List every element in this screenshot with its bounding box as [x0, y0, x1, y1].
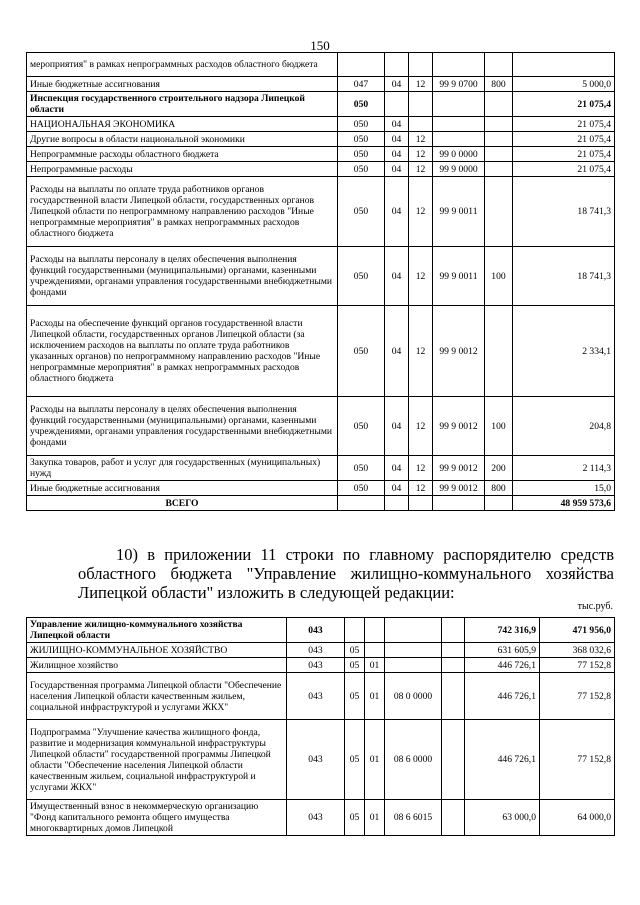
row-admin-code: 050 — [338, 456, 385, 481]
row-section: 04 — [385, 247, 409, 306]
row-name: Инспекция государственного строительного надзора Липецкой области — [27, 92, 338, 117]
table-row — [27, 673, 615, 720]
table-row — [27, 177, 615, 247]
row-target-code — [385, 618, 442, 643]
row-target-code: 99 9 0011 — [433, 247, 485, 306]
row-target-code: 99 9 0012 — [433, 397, 485, 456]
row-amount: 21 075,4 — [513, 162, 615, 177]
row-subsection: 12 — [409, 162, 433, 177]
total-row — [27, 496, 615, 511]
row-amount-year1: 631 605,9 — [465, 643, 540, 658]
row-subsection — [409, 53, 433, 77]
row-admin-code: 050 — [338, 247, 385, 306]
table-row — [27, 147, 615, 162]
table-row — [27, 800, 615, 836]
row-admin-code: 043 — [287, 673, 345, 720]
row-subsection: 12 — [409, 177, 433, 247]
row-admin-code — [338, 53, 385, 77]
row-section: 04 — [385, 177, 409, 247]
table-row — [27, 77, 615, 92]
row-target-code — [433, 92, 485, 117]
table-row — [27, 132, 615, 147]
row-subsection: 12 — [409, 397, 433, 456]
row-section — [385, 53, 409, 77]
row-section: 04 — [385, 481, 409, 496]
row-amount-year2: 77 152,8 — [540, 673, 615, 720]
unit-label: тыс.руб. — [577, 601, 613, 612]
row-expense-type — [485, 92, 513, 117]
row-target-code: 08 0 0000 — [385, 673, 442, 720]
row-expense-type — [485, 132, 513, 147]
row-name: Непрограммные расходы — [27, 162, 338, 177]
row-amount-year2: 77 152,8 — [540, 720, 615, 800]
row-amount: 18 741,3 — [513, 177, 615, 247]
table-row — [27, 92, 615, 117]
row-section: 05 — [345, 643, 365, 658]
row-amount-year1: 446 726,1 — [465, 720, 540, 800]
row-subsection: 12 — [409, 481, 433, 496]
row-target-code: 99 9 0700 — [433, 77, 485, 92]
row-subsection — [409, 117, 433, 132]
row-section: 04 — [385, 306, 409, 397]
row-section: 04 — [385, 456, 409, 481]
row-amount-year1: 446 726,1 — [465, 673, 540, 720]
row-admin-code: 050 — [338, 306, 385, 397]
row-amount: 5 000,0 — [513, 77, 615, 92]
row-amount-year2: 64 000,0 — [540, 800, 615, 836]
row-subsection: 12 — [409, 132, 433, 147]
row-expense-type — [485, 117, 513, 132]
row-admin-code: 043 — [287, 720, 345, 800]
row-admin-code: 050 — [338, 162, 385, 177]
row-admin-code: 043 — [287, 618, 345, 643]
row-admin-code: 043 — [287, 643, 345, 658]
row-section: 04 — [385, 397, 409, 456]
row-admin-code: 050 — [338, 481, 385, 496]
row-section — [385, 92, 409, 117]
row-section: 05 — [345, 658, 365, 673]
row-amount: 2 114,3 — [513, 456, 615, 481]
page-number: 150 — [310, 38, 330, 53]
row-amount: 2 334,1 — [513, 306, 615, 397]
row-expense-type — [485, 162, 513, 177]
row-name: Государственная программа Липецкой области "Обеспечение населения Липецкой области качественным жильем, социальной инфраструктурой и услугами ЖКХ" — [27, 673, 287, 720]
row-expense-type — [442, 720, 465, 800]
row-subsection — [365, 618, 385, 643]
row-name: ЖИЛИЩНО-КОММУНАЛЬНОЕ ХОЗЯЙСТВО — [27, 643, 287, 658]
row-amount: 21 075,4 — [513, 147, 615, 162]
table-row — [27, 618, 615, 643]
row-admin-code: 050 — [338, 92, 385, 117]
table-row — [27, 306, 615, 397]
row-expense-type — [442, 618, 465, 643]
row-expense-type — [442, 673, 465, 720]
row-admin-code: 043 — [287, 658, 345, 673]
row-amount: 21 075,4 — [513, 132, 615, 147]
row-section: 05 — [345, 720, 365, 800]
row-expense-type — [485, 53, 513, 77]
table-row — [27, 456, 615, 481]
row-name: Расходы на выплаты персоналу в целях обеспечения выполнения функций государственными (муниципальными) органами, казенными учреждениями, органами управления государственными внебюджетными фондами — [27, 247, 338, 306]
row-section: 05 — [345, 800, 365, 836]
row-section — [345, 618, 365, 643]
row-target-code: 99 9 0011 — [433, 177, 485, 247]
table-row — [27, 117, 615, 132]
row-expense-type: 100 — [485, 247, 513, 306]
table-row — [27, 53, 615, 77]
row-amount: 21 075,4 — [513, 117, 615, 132]
row-name: НАЦИОНАЛЬНАЯ ЭКОНОМИКА — [27, 117, 338, 132]
row-target-code: 99 9 0000 — [433, 162, 485, 177]
table-row — [27, 397, 615, 456]
row-section: 04 — [385, 147, 409, 162]
row-target-code — [433, 53, 485, 77]
row-admin-code: 050 — [338, 147, 385, 162]
row-subsection: 12 — [409, 306, 433, 397]
budget-table-top — [26, 52, 615, 511]
row-expense-type: 800 — [485, 77, 513, 92]
row-amount: 18 741,3 — [513, 247, 615, 306]
row-amount — [513, 53, 615, 77]
row-name: Иные бюджетные ассигнования — [27, 481, 338, 496]
row-expense-type — [485, 306, 513, 397]
table-row — [27, 658, 615, 673]
row-target-code: 99 9 0012 — [433, 306, 485, 397]
table-row — [27, 643, 615, 658]
row-amount: 204,8 — [513, 397, 615, 456]
row-target-code — [385, 658, 442, 673]
row-admin-code: 050 — [338, 177, 385, 247]
row-admin-code: 047 — [338, 77, 385, 92]
row-subsection: 12 — [409, 456, 433, 481]
table-row — [27, 162, 615, 177]
row-section: 04 — [385, 117, 409, 132]
row-admin-code: 043 — [287, 800, 345, 836]
row-amount-year2: 368 032,6 — [540, 643, 615, 658]
row-subsection: 12 — [409, 247, 433, 306]
row-expense-type: 100 — [485, 397, 513, 456]
row-target-code: 99 9 0012 — [433, 481, 485, 496]
table-row — [27, 720, 615, 800]
row-amount-year2: 77 152,8 — [540, 658, 615, 673]
row-amount: 15,0 — [513, 481, 615, 496]
total-amount: 48 959 573,6 — [513, 496, 615, 511]
table-row — [27, 247, 615, 306]
row-section: 04 — [385, 162, 409, 177]
row-name: Расходы на выплаты по оплате труда работников органов государственной власти Липецкой области, государственных органов Липецкой области по непрограммному направлению расходов "Иные непрограммные мероприятия" в рамках непрограммных расходов областного бюджета — [27, 177, 338, 247]
row-subsection — [365, 643, 385, 658]
row-name: Имущественный взнос в некоммерческую организацию "Фонд капитального ремонта общего имущества многоквартирных домов Липецкой — [27, 800, 287, 836]
row-target-code: 08 6 6015 — [385, 800, 442, 836]
row-admin-code: 050 — [338, 117, 385, 132]
row-subsection: 01 — [365, 720, 385, 800]
row-name: Расходы на обеспечение функций органов государственной власти Липецкой области, государственных органов Липецкой области (за исключением расходов на выплаты по оплате труда работников указанных органов) по непрограммному направлению расходов "Иные непрограммные мероприятия" в рамках непрограммных расходов областного бюджета — [27, 306, 338, 397]
row-name: мероприятия" в рамках непрограммных расходов областного бюджета — [27, 53, 338, 77]
row-target-code: 08 6 0000 — [385, 720, 442, 800]
instruction-paragraph: 10) в приложении 11 строки по главному распорядителю средств областного бюджета "Управление жилищно-коммунального хозяйства Липецкой области" изложить в следующей редакции: — [78, 545, 614, 602]
row-expense-type — [442, 658, 465, 673]
row-subsection: 01 — [365, 673, 385, 720]
row-name: Жилищное хозяйство — [27, 658, 287, 673]
row-section: 05 — [345, 673, 365, 720]
row-name: Расходы на выплаты персоналу в целях обеспечения выполнения функций государственными (муниципальными) органами, казенными учреждениями, органами управления государственными внебюджетными фондами — [27, 397, 338, 456]
row-expense-type: 800 — [485, 481, 513, 496]
row-amount-year1: 446 726,1 — [465, 658, 540, 673]
row-admin-code: 050 — [338, 397, 385, 456]
row-amount-year1: 742 316,9 — [465, 618, 540, 643]
row-subsection — [409, 92, 433, 117]
row-amount: 21 075,4 — [513, 92, 615, 117]
row-section: 04 — [385, 132, 409, 147]
row-expense-type: 200 — [485, 456, 513, 481]
row-subsection: 12 — [409, 147, 433, 162]
row-amount-year2: 471 956,0 — [540, 618, 615, 643]
row-name: Непрограммные расходы областного бюджета — [27, 147, 338, 162]
row-target-code: 99 0 0000 — [433, 147, 485, 162]
total-label: ВСЕГО — [27, 496, 338, 511]
row-name: Подпрограмма "Улучшение качества жилищного фонда, развитие и модернизация коммунальной инфраструктуры Липецкой области" государственной программы Липецкой области "Обеспечение населения Липецкой области качественным жильем, социальной инфраструктурой и услугами ЖКХ" — [27, 720, 287, 800]
row-expense-type — [485, 147, 513, 162]
row-target-code: 99 9 0012 — [433, 456, 485, 481]
budget-table-bottom — [26, 617, 615, 836]
row-name: Иные бюджетные ассигнования — [27, 77, 338, 92]
row-expense-type — [485, 177, 513, 247]
row-subsection: 12 — [409, 77, 433, 92]
row-name: Закупка товаров, работ и услуг для государственных (муниципальных) нужд — [27, 456, 338, 481]
row-expense-type — [442, 800, 465, 836]
row-amount-year1: 63 000,0 — [465, 800, 540, 836]
row-target-code — [385, 643, 442, 658]
row-target-code — [433, 117, 485, 132]
row-expense-type — [442, 643, 465, 658]
row-subsection: 01 — [365, 800, 385, 836]
row-subsection: 01 — [365, 658, 385, 673]
table-row — [27, 481, 615, 496]
row-name: Другие вопросы в области национальной экономики — [27, 132, 338, 147]
row-target-code — [433, 132, 485, 147]
row-section: 04 — [385, 77, 409, 92]
row-name: Управление жилищно-коммунального хозяйства Липецкой области — [27, 618, 287, 643]
row-admin-code: 050 — [338, 132, 385, 147]
